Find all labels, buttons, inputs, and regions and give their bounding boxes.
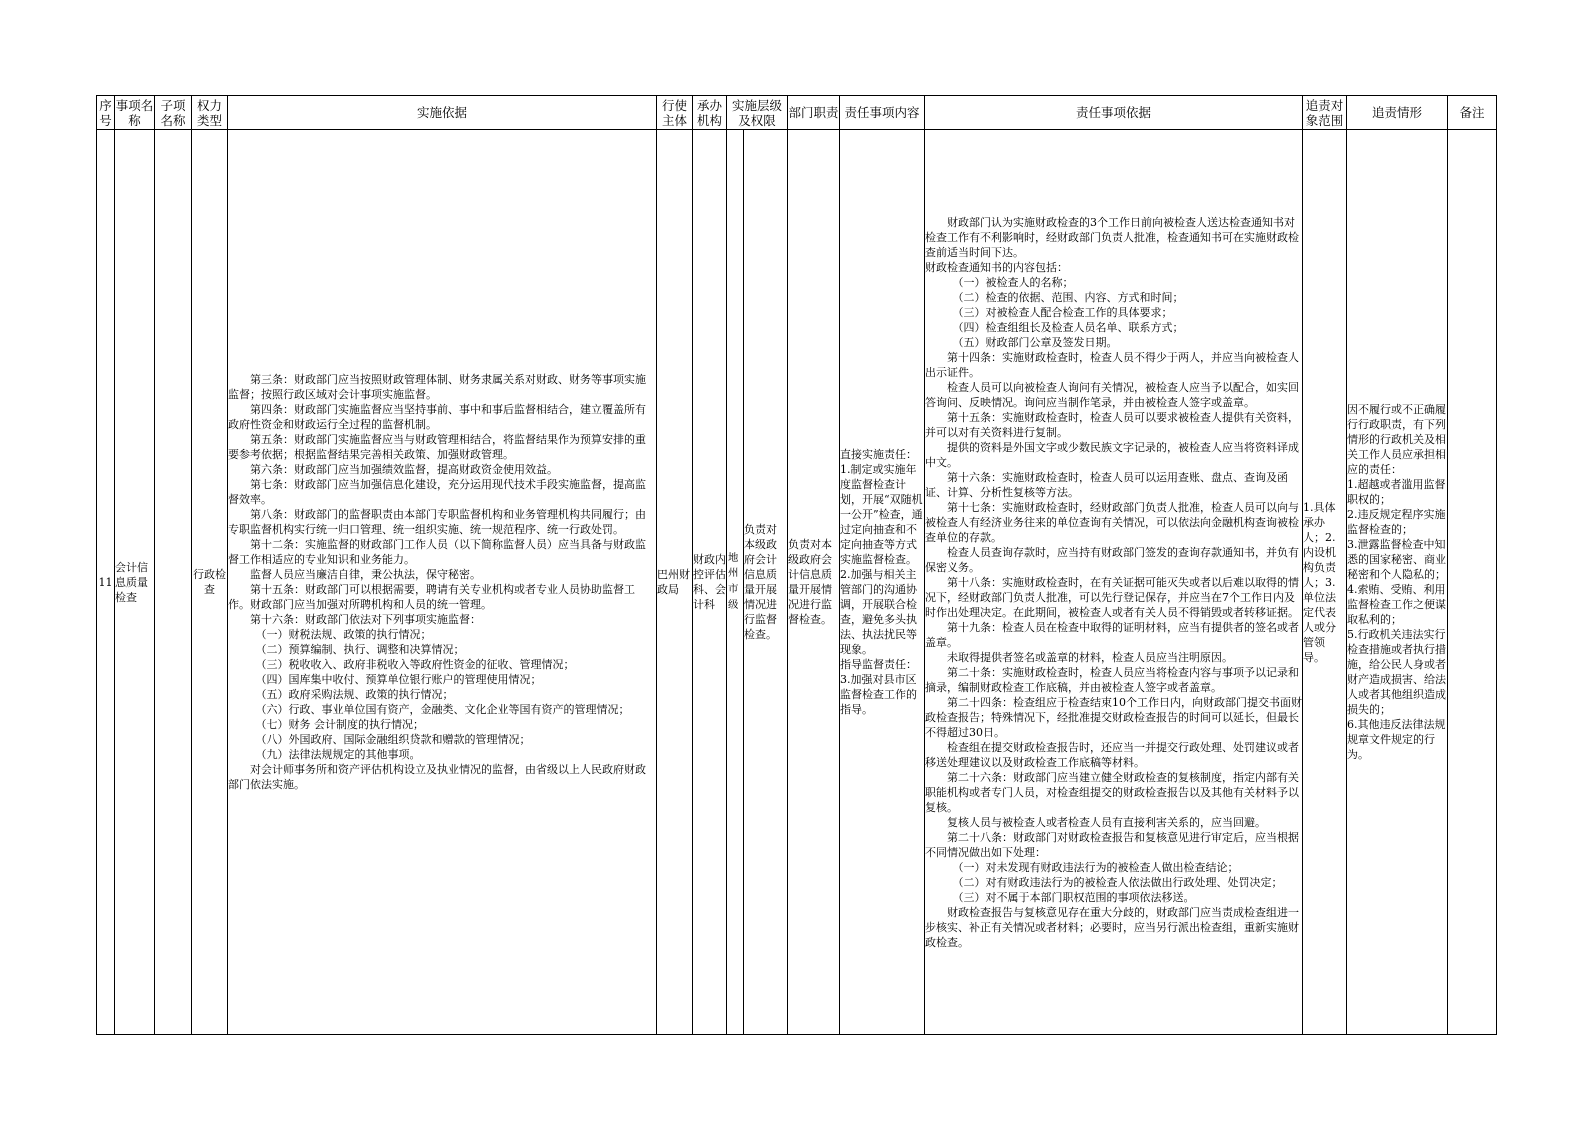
- resp-basis-line: 检查组在提交财政检查报告时，还应当一并提交行政处理、处罚建议或者移送处理建议以及财政检查工作底稿等材料。: [925, 740, 1300, 769]
- resp-basis-list-item: （三）对不属于本部门职权范围的事项依法移送。: [952, 890, 1195, 904]
- resp-basis-list-item: （二）检查的依据、范围、内容、方式和时间；: [952, 290, 1184, 304]
- cell-resp-basis: [925, 130, 1303, 1035]
- basis-line: 第十二条：实施监督的财政部门工作人员（以下简称监督人员）应当具备与财政监督工作相适应的专业知识和业务能力。: [228, 538, 646, 566]
- header-resp-basis: 责任事项依据: [925, 96, 1303, 130]
- resp-basis-line: 财政检查报告与复核意见存在重大分歧的，财政部门应当责成检查组进一步核实、补正有关情况或者材料；必要时，应当另行派出检查组，重新实施财政检查。: [925, 905, 1300, 949]
- cell-resp-content: [840, 130, 925, 1035]
- resp-basis-line: 检查人员可以向被检查人询问有关情况，被检查人应当予以配合，如实回答询问、反映情况。询问应当制作笔录，并由被检查人签字或盖章。: [925, 380, 1300, 409]
- situation-line: 1.超越或者滥用监督职权的；: [1347, 478, 1446, 506]
- resp-basis-list-item: （一）对未发现有财政违法行为的被检查人做出检查结论；: [952, 860, 1239, 874]
- header-agency: 承办机构: [693, 96, 727, 130]
- basis-list-item: （六）行政、事业单位国有资产，金融类、文化企业等国有资产的管理情况；: [255, 703, 630, 716]
- basis-line: 第三条：财政部门应当按照财政管理体制、财务隶属关系对财政、财务等事项实施监督；按照行政区域对会计事项实施监督。: [228, 373, 646, 401]
- cell-subject: 巴州财政局: [657, 130, 693, 1035]
- resp-basis-line: 财政部门认为实施财政检查的3个工作日前向被检查人送达检查通知书对检查工作有不利影响时，经财政部门负责人批准，检查通知书可在实施财政检查前适当时间下达。: [925, 215, 1300, 259]
- resp-content-line: 指导监督责任：: [840, 658, 918, 671]
- basis-list-item: （七）财务 会计制度的执行情况；: [255, 718, 424, 731]
- basis-line: 监督人员应当廉洁自律，秉公执法，保守秘密。: [250, 568, 481, 581]
- basis-line: 第四条：财政部门实施监督应当坚持事前、事中和事后监督相结合，建立覆盖所有政府性资金和财政运行全过程的监督机制。: [228, 403, 646, 431]
- header-seq: 序号: [97, 96, 115, 130]
- resp-basis-line: 第二十条：实施财政检查时，检查人员应当将检查内容与事项予以记录和摘录，编制财政检查工作底稿，并由被检查人签字或者盖章。: [925, 665, 1300, 694]
- basis-list-item: （四）国库集中收付、预算单位银行账户的管理使用情况；: [255, 673, 542, 686]
- basis-line: 第六条：财政部门应当加强绩效监督，提高财政资金使用效益。: [250, 463, 558, 476]
- resp-basis-list-item: （五）财政部门公章及签发日期。: [952, 335, 1118, 349]
- situation-line: 3.泄露监督检查中知悉的国家秘密、商业秘密和个人隐私的；: [1347, 538, 1447, 581]
- header-sub-item: 子项名称: [155, 96, 192, 130]
- resp-basis-list-item: （二）对有财政违法行为的被检查人依法做出行政处理、处罚决定；: [952, 875, 1283, 889]
- resp-content-line: 1.制定或实施年度监督检查计划，开展“双随机一公开”检查，通过定向抽查和不定向抽查等方式实施监督检查。: [840, 463, 923, 566]
- resp-basis-list-item: （四）检查组组长及检查人员名单、联系方式；: [952, 320, 1184, 334]
- resp-basis-line: 第十八条：实施财政检查时，在有关证据可能灭失或者以后难以取得的情况下，经财政部门负责人批准，可以先行登记保存，并应当在7个工作日内及时作出处理决定。在此期间，被检查人或者有关人员不得销毁或者转移证据。: [925, 575, 1300, 619]
- basis-line: 对会计师事务所和资产评估机构设立及执业情况的监督，由省级以上人民政府财政部门依法实施。: [228, 763, 646, 791]
- cell-agency: 财政内控评估科、会计科: [693, 130, 727, 1035]
- resp-basis-line: 财政检查通知书的内容包括：: [925, 260, 1069, 274]
- header-basis: 实施依据: [228, 96, 657, 130]
- cell-duty: 负责对本级政府会计信息质量开展情况进行监督检查。: [788, 130, 840, 1035]
- resp-basis-line: 第二十八条：财政部门对财政检查报告和复核意见进行审定后，应当根据不同情况做出如下处理：: [925, 830, 1300, 859]
- table-row: [97, 130, 1497, 1035]
- situation-line: 6.其他违反法律法规规章文件规定的行为。: [1347, 718, 1446, 761]
- power-list-table: [96, 95, 1497, 1035]
- situation-line: 因不履行或不正确履行行政职责，有下列情形的行政机关及相关工作人员应承担相应的责任：: [1347, 403, 1447, 476]
- resp-basis-line: 第十六条：实施财政检查时，检查人员可以运用查账、盘点、查询及函证、计算、分析性复核等方法。: [925, 470, 1289, 499]
- resp-content-line: 2.加强与相关主管部门的沟通协调，开展联合检查，避免多头执法、执法扰民等现象。: [840, 568, 918, 656]
- header-level: 实施层级及权限: [727, 96, 788, 130]
- header-duty: 部门职责: [788, 96, 840, 130]
- cell-level-b: 负责对本级政府会计信息质量开展情况进行监督检查。: [744, 130, 788, 1035]
- resp-basis-line: 第二十六条：财政部门应当建立健全财政检查的复核制度，指定内部有关职能机构或者专门人员，对检查组提交的财政检查报告以及其他有关材料予以复核。: [925, 770, 1300, 814]
- basis-list-item: （八）外国政府、国际金融组织贷款和赠款的管理情况；: [255, 733, 531, 746]
- basis-list-item: （一）财税法规、政策的执行情况；: [255, 628, 432, 641]
- basis-line: 第八条：财政部门的监督职责由本部门专职监督机构和业务管理机构共同履行；由专职监督机构实行统一归口管理、统一组织实施、统一规范程序、统一行政处罚。: [228, 508, 646, 536]
- cell-basis: [228, 130, 657, 1035]
- resp-content-line: 3.加强对县市区监督检查工作的指导。: [840, 673, 918, 716]
- resp-basis-line: 第二十四条：检查组应于检查结束10个工作日内，向财政部门提交书面财政检查报告；特殊情况下，经批准提交财政检查报告的时间可以延长，但最长不得超过30日。: [925, 695, 1303, 739]
- cell-sub-item: [155, 130, 192, 1035]
- cell-seq: 11: [97, 130, 115, 1035]
- resp-basis-line: 提供的资料是外国文字或少数民族文字记录的，被检查人应当将资料译成中文。: [925, 440, 1300, 469]
- basis-line: 第五条：财政部门实施监督应当与财政管理相结合，将监督结果作为预算安排的重要参考依据；根据监督结果完善相关政策、加强财政管理。: [228, 433, 646, 461]
- resp-basis-list-item: （三）对被检查人配合检查工作的具体要求；: [952, 305, 1173, 319]
- resp-basis-line: 第十五条：实施财政检查时，检查人员可以要求被检查人提供有关资料，并可以对有关资料进行复制。: [925, 410, 1300, 439]
- resp-basis-line: 第十九条：检查人员在检查中取得的证明材料，应当有提供者的签名或者盖章。: [925, 620, 1300, 649]
- header-subject: 行使主体: [657, 96, 693, 130]
- header-scope: 追责对象范围: [1303, 96, 1347, 130]
- cell-scope: 1.具体承办人；2.内设机构负责人；3.单位法定代表人或分管领导。: [1303, 130, 1347, 1035]
- basis-list-item: （二）预算编制、执行、调整和决算情况；: [255, 643, 465, 656]
- resp-basis-line: 复核人员与被检查人或者检查人员有直接利害关系的，应当回避。: [947, 815, 1267, 829]
- situation-line: 2.违反规定程序实施监督检查的；: [1347, 508, 1446, 536]
- cell-level-a: 地州市级: [727, 130, 744, 1035]
- cell-remark: [1448, 130, 1497, 1035]
- situation-line: 4.索贿、受贿、利用监督检查工作之便谋取私利的；: [1347, 583, 1447, 626]
- header-situation: 追责情形: [1347, 96, 1448, 130]
- basis-line: 第七条：财政部门应当加强信息化建设，充分运用现代技术手段实施监督，提高监督效率。: [228, 478, 646, 506]
- resp-basis-line: 第十四条：实施财政检查时，检查人员不得少于两人，并应当向被检查人出示证件。: [925, 350, 1300, 379]
- header-remark: 备注: [1448, 96, 1497, 130]
- header-row: [97, 96, 1497, 130]
- basis-line: 第十六条：财政部门依法对下列事项实施监督：: [250, 613, 481, 626]
- resp-basis-line: 第十七条：实施财政检查时，经财政部门负责人批准，检查人员可以向与被检查人有经济业务往来的单位查询有关情况，可以依法向金融机构查询被检查单位的存款。: [925, 500, 1300, 544]
- cell-power-type: 行政检查: [192, 130, 228, 1035]
- cell-situation: [1347, 130, 1448, 1035]
- resp-basis-list-item: （一）被检查人的名称；: [952, 275, 1074, 289]
- cell-item-name: 会计信息质量检查: [115, 130, 155, 1035]
- header-power-type: 权力类型: [192, 96, 228, 130]
- resp-basis-line: 未取得提供者签名或盖章的材料，检查人员应当注明原因。: [947, 650, 1234, 664]
- header-item-name: 事项名称: [115, 97, 154, 128]
- resp-basis-line: 检查人员查询存款时，应当持有财政部门签发的查询存款通知书，并负有保密义务。: [925, 545, 1300, 574]
- basis-list-item: （三）税收收入、政府非税收入等政府性资金的征收、管理情况；: [255, 658, 575, 671]
- basis-list-item: （九）法律法规规定的其他事项。: [255, 748, 421, 761]
- basis-line: 第十五条：财政部门可以根据需要，聘请有关专业机构或者专业人员协助监督工作。财政部门应当加强对所聘机构和人员的统一管理。: [228, 583, 635, 611]
- basis-list-item: （五）政府采购法规、政策的执行情况；: [255, 688, 454, 701]
- header-resp-content: 责任事项内容: [840, 96, 925, 130]
- resp-content-line: 直接实施责任：: [840, 448, 918, 461]
- situation-line: 5.行政机关违法实行检查措施或者执行措施，给公民人身或者财产造成损害、给法人或者其他组织造成损失的；: [1347, 628, 1447, 716]
